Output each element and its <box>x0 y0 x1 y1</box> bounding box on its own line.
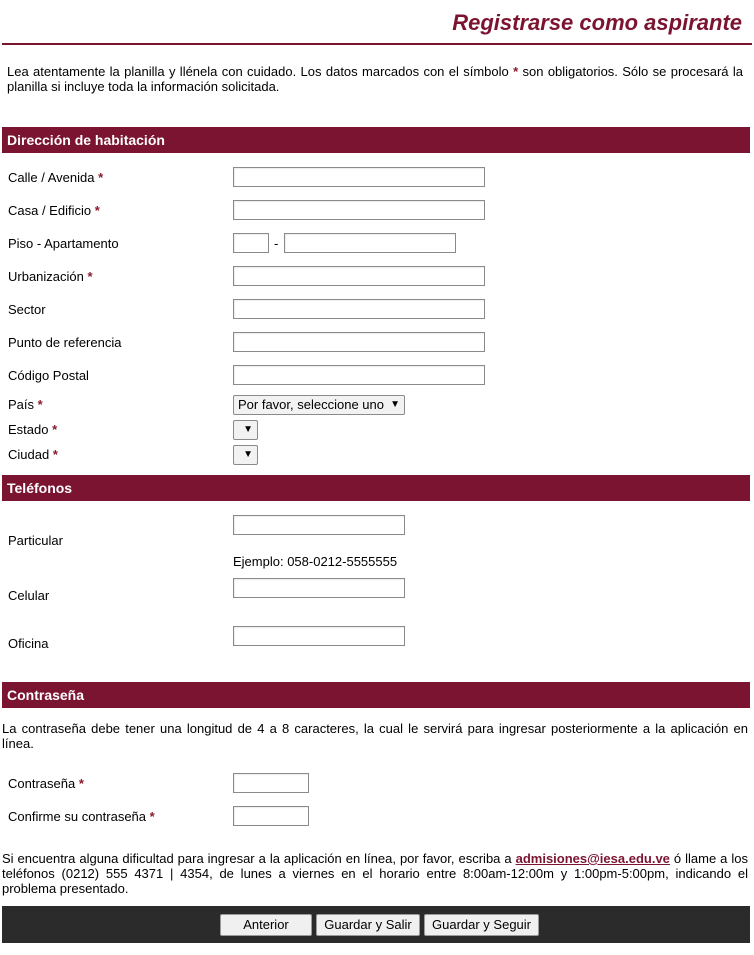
support-email-link[interactable]: admisiones@iesa.edu.ve <box>515 851 670 866</box>
label-calle: Calle / Avenida * <box>8 170 104 185</box>
calle-input[interactable] <box>233 167 485 187</box>
label-celular: Celular <box>8 588 50 603</box>
estado-select[interactable] <box>233 420 258 440</box>
save-and-exit-button[interactable]: Guardar y Salir <box>316 914 420 936</box>
phone-example: Ejemplo: 058-0212-5555555 <box>233 554 398 569</box>
label-punto-referencia: Punto de referencia <box>8 335 122 350</box>
oficina-input[interactable] <box>233 626 405 646</box>
label-codigo-postal: Código Postal <box>8 368 89 383</box>
intro-text: Lea atentamente la planilla y llénela con cuidado. Los datos marcados con el símbolo * son obligatorios. Sólo se procesará la planilla si incluye toda la información solicitada. <box>7 64 743 94</box>
help-text: Si encuentra alguna dificultad para ingresar a la aplicación en línea, por favor, escriba a admisiones@iesa.edu.ve ó llame a los teléfonos (0212) 555 4371 | 4354, de lunes a viernes en el horario entre 8:00am-12:00m y 1:00pm-5:00pm, indicando el problema presentado. <box>2 851 748 896</box>
required-symbol: * <box>513 64 519 79</box>
save-and-continue-button[interactable]: Guardar y Seguir <box>424 914 539 936</box>
page-title: Registrarse como aspirante <box>452 10 742 35</box>
label-particular: Particular <box>8 533 63 548</box>
label-confirm-password: Confirme su contraseña * <box>8 809 155 824</box>
password-input[interactable] <box>233 773 309 793</box>
celular-input[interactable] <box>233 578 405 598</box>
title-divider <box>2 43 752 45</box>
confirm-password-input[interactable] <box>233 806 309 826</box>
label-piso: Piso - Apartamento <box>8 236 119 251</box>
codigo-postal-input[interactable] <box>233 365 485 385</box>
section-address-header: Dirección de habitación <box>2 127 750 153</box>
apartamento-input[interactable] <box>284 233 456 253</box>
piso-input[interactable] <box>233 233 269 253</box>
password-note: La contraseña debe tener una longitud de 4 a 8 caracteres, la cual le servirá para ingresar posteriormente a la aplicación en línea. <box>2 721 748 751</box>
label-pais: País * <box>8 397 43 412</box>
punto-referencia-input[interactable] <box>233 332 485 352</box>
label-ciudad: Ciudad * <box>8 447 58 462</box>
label-sector: Sector <box>8 302 46 317</box>
casa-input[interactable] <box>233 200 485 220</box>
ciudad-select[interactable] <box>233 445 258 465</box>
label-urbanizacion: Urbanización * <box>8 269 93 284</box>
chevron-down-icon: ▼ <box>243 449 253 460</box>
label-oficina: Oficina <box>8 636 49 651</box>
previous-button[interactable]: Anterior <box>220 914 312 936</box>
chevron-down-icon: ▼ <box>243 424 253 435</box>
section-phones-header: Teléfonos <box>2 475 750 501</box>
pais-select[interactable]: Por favor, seleccione uno ▼ <box>233 395 405 415</box>
particular-input[interactable] <box>233 515 405 535</box>
label-password: Contraseña * <box>8 776 84 791</box>
chevron-down-icon: ▼ <box>390 399 400 410</box>
sector-input[interactable] <box>233 299 485 319</box>
urbanizacion-input[interactable] <box>233 266 485 286</box>
section-password-header: Contraseña <box>2 682 750 708</box>
label-casa: Casa / Edificio * <box>8 203 100 218</box>
piso-separator: - <box>274 236 279 251</box>
label-estado: Estado * <box>8 422 58 437</box>
